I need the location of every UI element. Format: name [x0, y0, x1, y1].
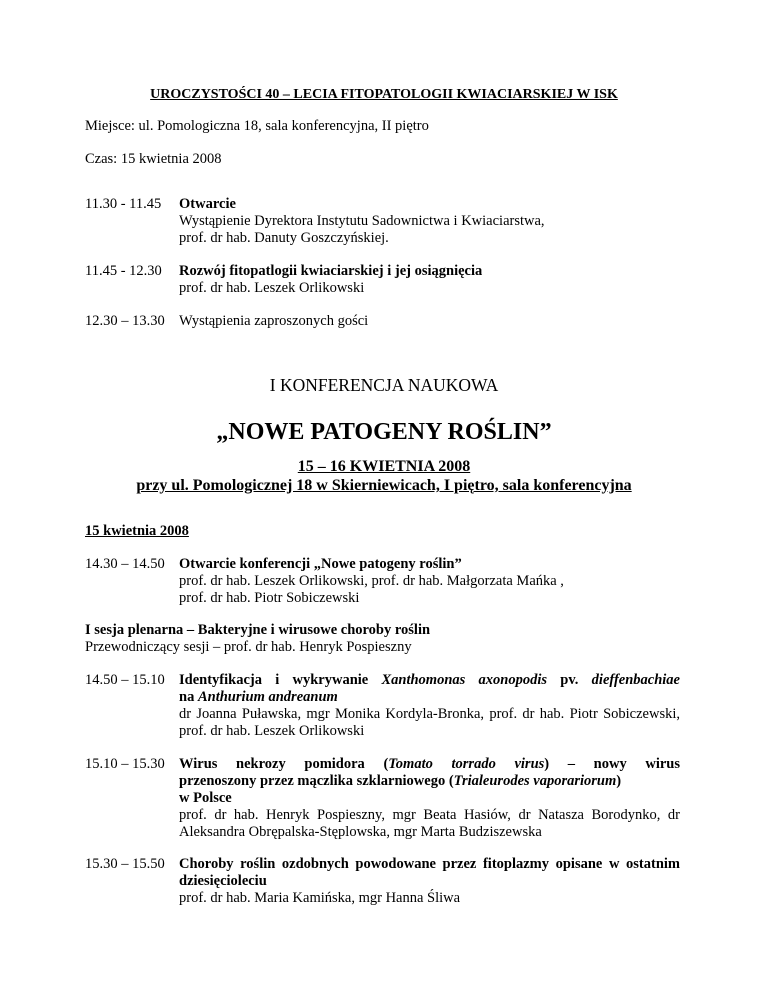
ceremony-item-title: Otwarcie	[179, 196, 236, 212]
talk-title-italic: Xanthomonas axonopodis	[381, 672, 548, 688]
day-heading: 15 kwietnia 2008	[85, 523, 189, 539]
talk-title-text: na	[179, 689, 198, 705]
talk-title	[179, 756, 680, 773]
talk-title-text: Wirus nekrozy pomidora (	[179, 756, 389, 772]
ceremony-title: UROCZYSTOŚCI 40 – LECIA FITOPATOLOGII KWIACIARSKIEJ W ISK	[150, 87, 618, 102]
talk-title: Otwarcie konferencji „Nowe patogeny roślin”	[179, 556, 462, 572]
talk-title-italic: Trialeurodes vaporariorum	[453, 773, 617, 789]
conference-label: I KONFERENCJA NAUKOWA	[269, 375, 499, 395]
talk-title-text: ) – nowy wirus	[544, 756, 680, 772]
ceremony-item-opening	[85, 196, 680, 247]
talk-authors: prof. dr hab. Henryk Pospieszny, mgr Beata Hasiów, dr Natasza Borodynko, dr Aleksandra Obrępalska-Stęplowska, mgr Marta Budziszewska	[179, 807, 680, 840]
talk-item-phytoplasma	[85, 856, 680, 907]
talk-time: 15.30 – 15.50	[85, 856, 165, 872]
talk-title-italic: Tomato torrado virus	[388, 756, 545, 772]
talk-title-text: pv.	[547, 672, 592, 688]
talk-title-text: Identyfikacja i wykrywanie	[179, 672, 382, 688]
ceremony-time: 11.30 - 11.45	[85, 196, 162, 212]
talk-title-text: przenoszony przez mączlika szklarniowego (	[179, 773, 454, 789]
talk-item-xanthomonas	[85, 672, 680, 740]
talk-title: Choroby roślin ozdobnych powodowane przez fitoplazmy opisane w ostatnim dziesięcioleciu	[179, 856, 680, 889]
session-title: I sesja plenarna – Bakteryjne i wirusowe choroby roślin	[85, 622, 431, 638]
talk-title-text: )	[616, 773, 622, 789]
talk-authors: prof. dr hab. Leszek Orlikowski, prof. dr hab. Małgorzata Mańka ,	[179, 573, 564, 589]
ceremony-item-line: prof. dr hab. Danuty Goszczyńskiej.	[179, 230, 389, 246]
conference-venue: przy ul. Pomologicznej 18 w Skierniewicach, I piętro, sala konferencyjna	[136, 477, 632, 494]
talk-title-italic: dieffenbachiae	[591, 672, 680, 688]
ceremony-item-line: prof. dr hab. Leszek Orlikowski	[179, 280, 365, 296]
talk-title	[179, 672, 680, 689]
ceremony-time: 12.30 – 13.30	[85, 313, 165, 329]
talk-authors: prof. dr hab. Piotr Sobiczewski	[179, 590, 360, 606]
talk-title-line2	[179, 689, 680, 706]
talk-authors: dr Joanna Puławska, mgr Monika Kordyla-Bronka, prof. dr hab. Piotr Sobiczewski, prof. dr hab. Leszek Orlikowski	[179, 706, 680, 739]
place-line: Miejsce: ul. Pomologiczna 18, sala konferencyjna, II piętro	[85, 118, 429, 134]
ceremony-time: 11.45 - 12.30	[85, 263, 162, 279]
ceremony-item-title: Wystąpienia zaproszonych gości	[179, 313, 369, 329]
ceremony-item-guests	[85, 313, 680, 330]
talk-time: 14.50 – 15.10	[85, 672, 165, 688]
conference-title: „NOWE PATOGENY ROŚLIN”	[216, 419, 552, 445]
talk-authors: prof. dr hab. Maria Kamińska, mgr Hanna Śliwa	[179, 890, 461, 906]
talk-title-italic: Anthurium andreanum	[197, 689, 338, 705]
talk-time: 15.10 – 15.30	[85, 756, 165, 772]
time-line: Czas: 15 kwietnia 2008	[85, 151, 222, 167]
talk-time: 14.30 – 14.50	[85, 556, 165, 572]
session-chair: Przewodniczący sesji – prof. dr hab. Henryk Pospieszny	[85, 639, 412, 655]
ceremony-item-title: Rozwój fitopatlogii kwiaciarskiej i jej osiągnięcia	[179, 263, 483, 279]
ceremony-item-line: Wystąpienie Dyrektora Instytutu Sadownictwa i Kwiaciarstwa,	[179, 213, 545, 229]
talk-item-tomato-torrado	[85, 756, 680, 841]
conference-dates: 15 – 16 KWIETNIA 2008	[297, 458, 471, 475]
talk-title-line3: w Polsce	[179, 790, 232, 806]
ceremony-item-development	[85, 263, 680, 297]
conference-opening	[85, 556, 680, 607]
talk-title-line2	[179, 773, 680, 790]
